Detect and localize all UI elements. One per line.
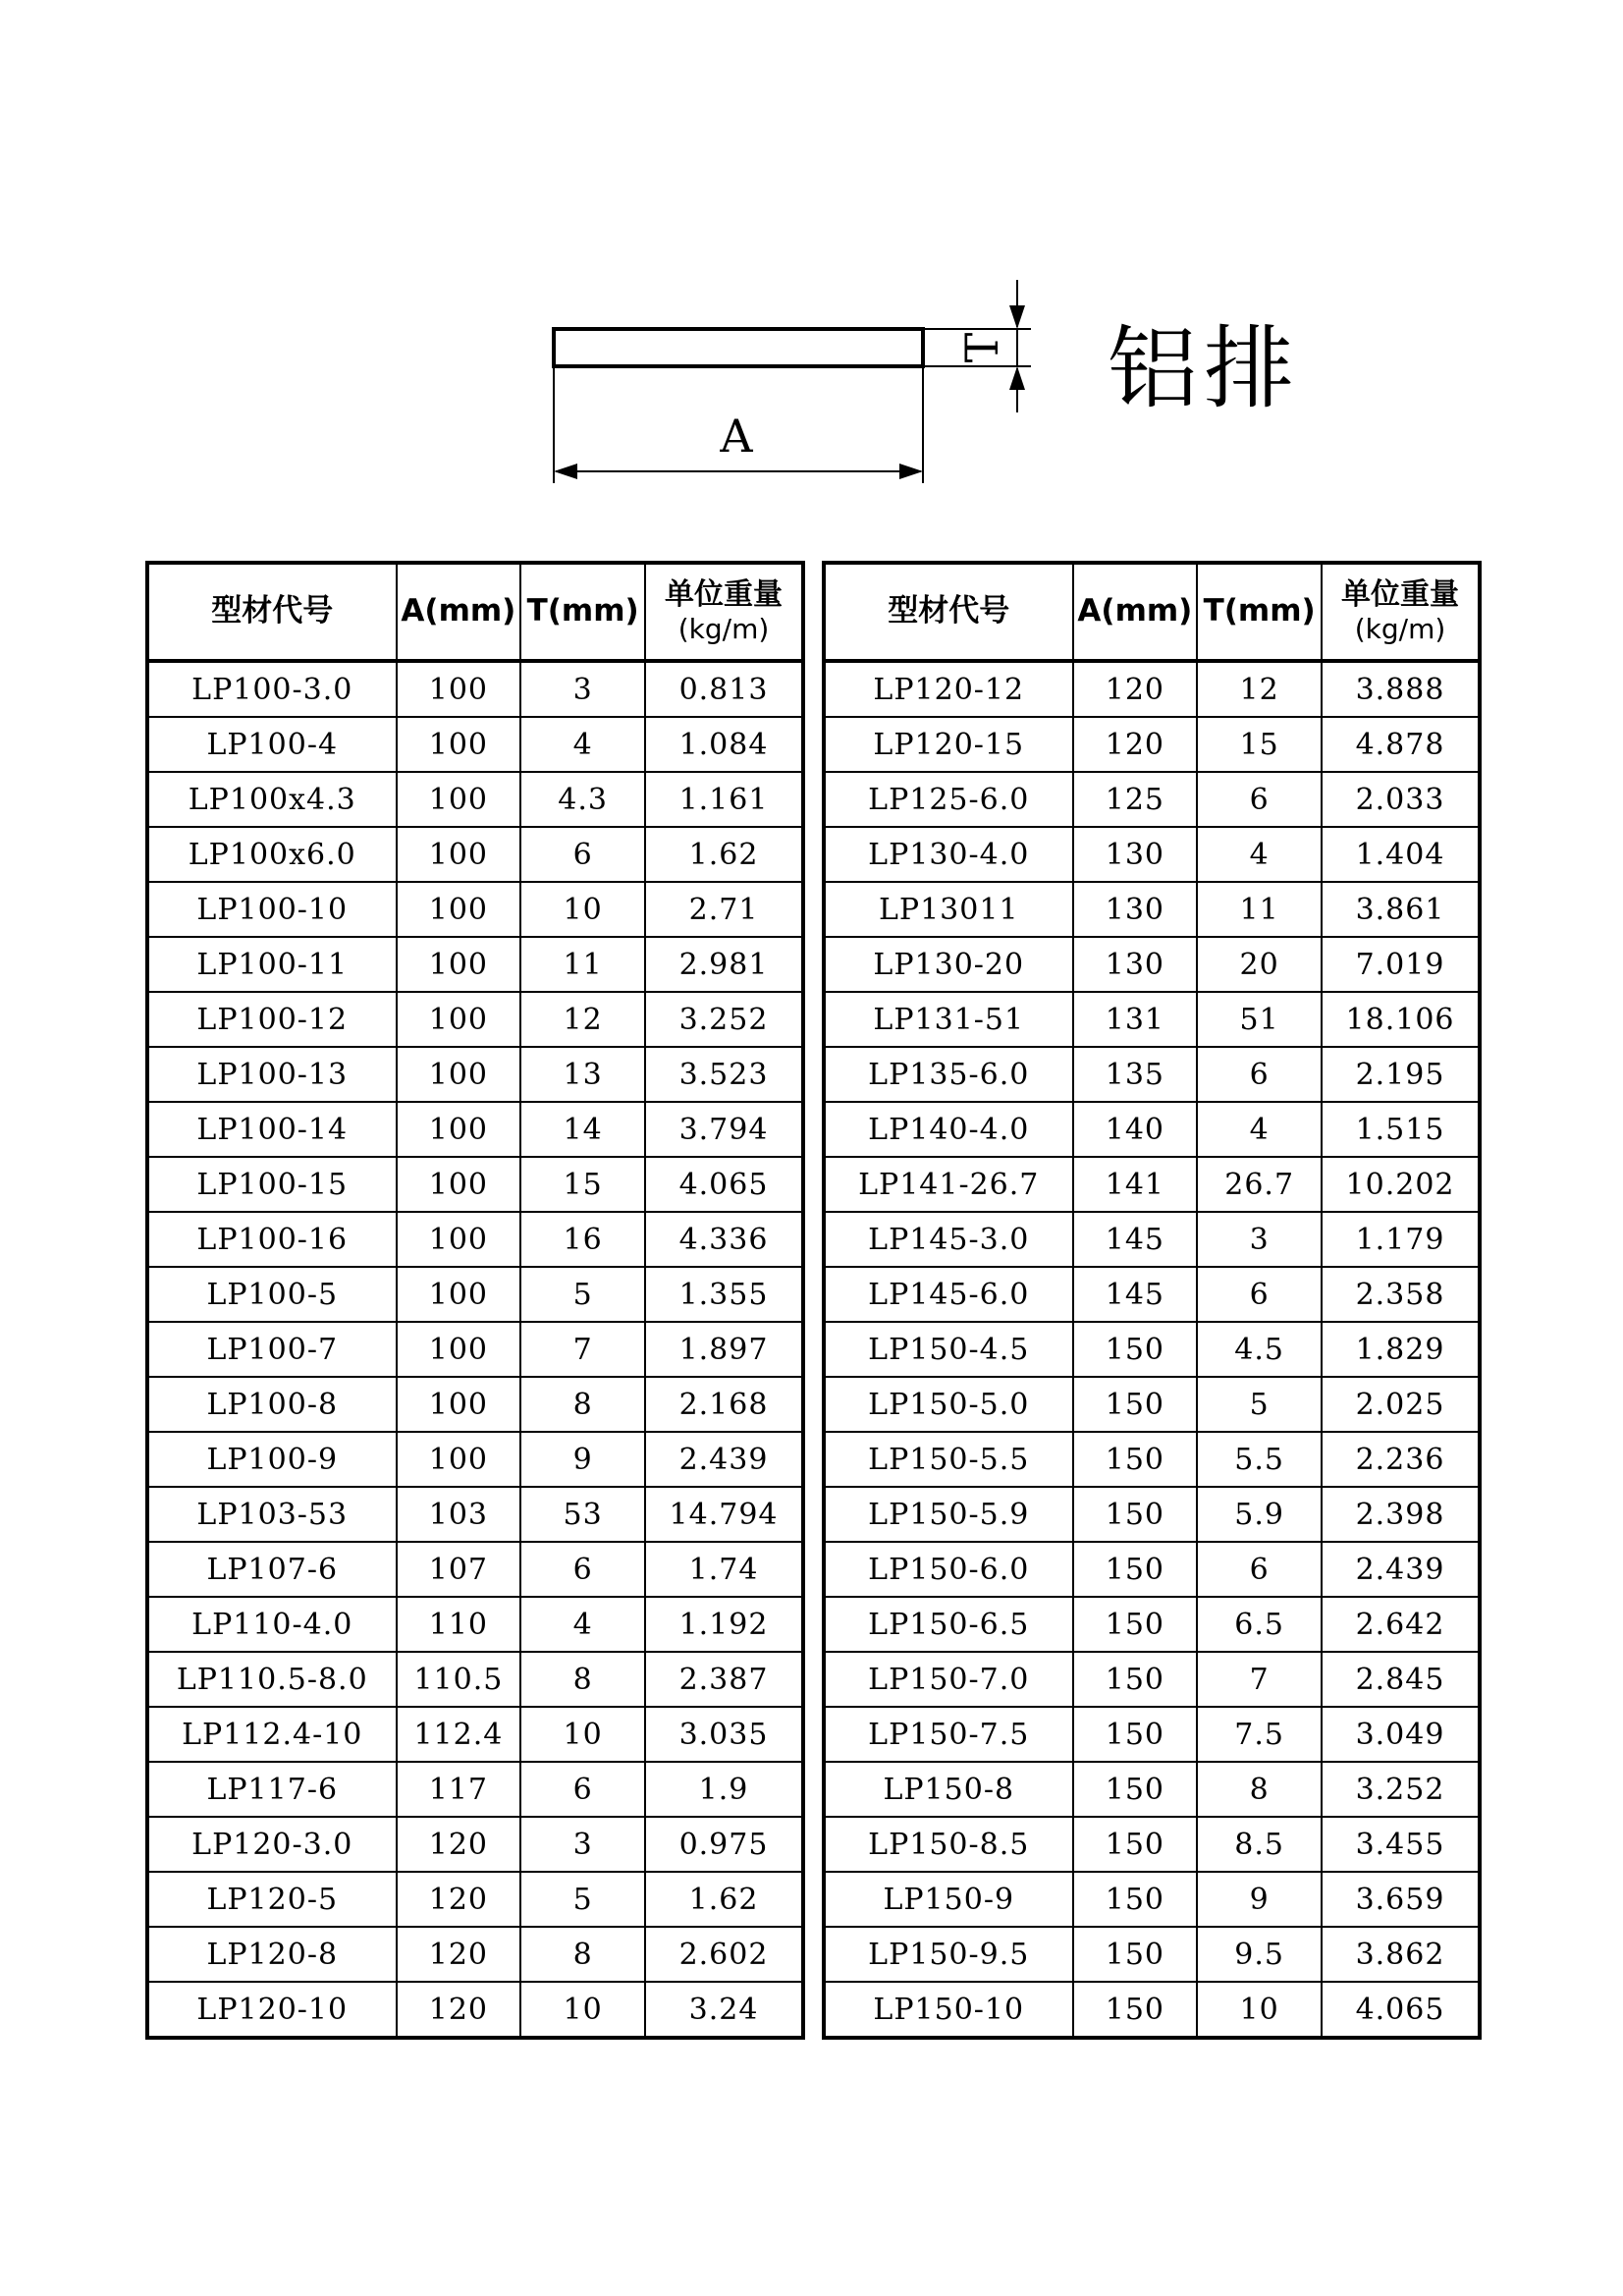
thickness-label: T bbox=[955, 332, 1008, 363]
cell-weight: 2.602 bbox=[645, 1927, 803, 1982]
table-row bbox=[147, 717, 803, 772]
cell-t: 15 bbox=[1197, 717, 1322, 772]
cell-t: 3 bbox=[1197, 1212, 1322, 1267]
cell-a: 100 bbox=[397, 992, 521, 1047]
header-a: A(mm) bbox=[397, 563, 521, 661]
cell-t: 3 bbox=[520, 661, 645, 717]
cell-a: 150 bbox=[1073, 1542, 1198, 1597]
table-row bbox=[824, 1817, 1480, 1872]
cell-t: 7 bbox=[1197, 1652, 1322, 1707]
cell-weight: 3.24 bbox=[645, 1982, 803, 2038]
cell-weight: 2.845 bbox=[1322, 1652, 1480, 1707]
cell-t: 5 bbox=[520, 1872, 645, 1927]
cell-code: LP120-15 bbox=[824, 717, 1073, 772]
cell-code: LP150-7.5 bbox=[824, 1707, 1073, 1762]
cell-t: 51 bbox=[1197, 992, 1322, 1047]
cell-a: 145 bbox=[1073, 1212, 1198, 1267]
cell-code: LP112.4-10 bbox=[147, 1707, 397, 1762]
cell-weight: 1.355 bbox=[645, 1267, 803, 1322]
cell-a: 150 bbox=[1073, 1762, 1198, 1817]
cell-t: 10 bbox=[1197, 1982, 1322, 2038]
width-label: A bbox=[720, 410, 753, 463]
cell-t: 53 bbox=[520, 1487, 645, 1542]
cell-t: 4 bbox=[1197, 1102, 1322, 1157]
cell-a: 100 bbox=[397, 1377, 521, 1432]
header-t: T(mm) bbox=[520, 563, 645, 661]
cell-a: 150 bbox=[1073, 1322, 1198, 1377]
cell-a: 120 bbox=[1073, 661, 1198, 717]
cell-weight: 3.049 bbox=[1322, 1707, 1480, 1762]
cell-a: 120 bbox=[397, 1982, 521, 2038]
cell-code: LP100-4 bbox=[147, 717, 397, 772]
cell-a: 120 bbox=[1073, 717, 1198, 772]
cell-code: LP141-26.7 bbox=[824, 1157, 1073, 1212]
table-row bbox=[147, 1102, 803, 1157]
cell-a: 135 bbox=[1073, 1047, 1198, 1102]
cell-t: 14 bbox=[520, 1102, 645, 1157]
cell-weight: 2.398 bbox=[1322, 1487, 1480, 1542]
cell-code: LP110.5-8.0 bbox=[147, 1652, 397, 1707]
cell-weight: 2.642 bbox=[1322, 1597, 1480, 1652]
cell-code: LP120-3.0 bbox=[147, 1817, 397, 1872]
cell-weight: 7.019 bbox=[1322, 937, 1480, 992]
cell-weight: 4.878 bbox=[1322, 717, 1480, 772]
cell-a: 100 bbox=[397, 1432, 521, 1487]
table-row bbox=[147, 772, 803, 827]
table-row bbox=[147, 1597, 803, 1652]
header-t: T(mm) bbox=[1197, 563, 1322, 661]
table-row bbox=[147, 1982, 803, 2038]
cell-code: LP100-3.0 bbox=[147, 661, 397, 717]
cell-a: 131 bbox=[1073, 992, 1198, 1047]
table-row bbox=[147, 1652, 803, 1707]
table-row bbox=[824, 937, 1480, 992]
cell-code: LP150-4.5 bbox=[824, 1322, 1073, 1377]
table-row bbox=[147, 1707, 803, 1762]
cell-a: 117 bbox=[397, 1762, 521, 1817]
cell-weight: 2.439 bbox=[1322, 1542, 1480, 1597]
cell-a: 107 bbox=[397, 1542, 521, 1597]
cell-t: 3 bbox=[520, 1817, 645, 1872]
table-row bbox=[147, 1487, 803, 1542]
cell-code: LP150-9.5 bbox=[824, 1927, 1073, 1982]
cell-t: 5 bbox=[1197, 1377, 1322, 1432]
table-row bbox=[147, 1157, 803, 1212]
cell-a: 100 bbox=[397, 1267, 521, 1322]
cell-a: 100 bbox=[397, 717, 521, 772]
table-row bbox=[147, 1762, 803, 1817]
cell-weight: 3.862 bbox=[1322, 1927, 1480, 1982]
cell-t: 8 bbox=[520, 1377, 645, 1432]
table-row bbox=[824, 1707, 1480, 1762]
header-weight bbox=[1322, 563, 1480, 661]
cell-weight: 3.035 bbox=[645, 1707, 803, 1762]
cell-weight: 1.179 bbox=[1322, 1212, 1480, 1267]
table-row bbox=[147, 937, 803, 992]
table-row bbox=[824, 1432, 1480, 1487]
table-row bbox=[824, 1047, 1480, 1102]
cell-a: 100 bbox=[397, 1102, 521, 1157]
cell-t: 7.5 bbox=[1197, 1707, 1322, 1762]
cell-weight: 1.404 bbox=[1322, 827, 1480, 882]
cell-code: LP120-8 bbox=[147, 1927, 397, 1982]
cell-t: 6.5 bbox=[1197, 1597, 1322, 1652]
cell-t: 5.5 bbox=[1197, 1432, 1322, 1487]
cell-t: 6 bbox=[520, 827, 645, 882]
cell-t: 6 bbox=[1197, 1542, 1322, 1597]
cell-weight: 2.236 bbox=[1322, 1432, 1480, 1487]
cell-t: 12 bbox=[1197, 661, 1322, 717]
cell-weight: 4.065 bbox=[645, 1157, 803, 1212]
table-row bbox=[824, 1927, 1480, 1982]
table-row bbox=[824, 1322, 1480, 1377]
cell-t: 9.5 bbox=[1197, 1927, 1322, 1982]
cell-weight: 1.515 bbox=[1322, 1102, 1480, 1157]
cell-a: 140 bbox=[1073, 1102, 1198, 1157]
spec-table-right bbox=[822, 561, 1482, 2040]
cell-weight: 1.897 bbox=[645, 1322, 803, 1377]
cell-weight: 3.861 bbox=[1322, 882, 1480, 937]
cell-code: LP150-8.5 bbox=[824, 1817, 1073, 1872]
cell-t: 15 bbox=[520, 1157, 645, 1212]
cell-code: LP100x4.3 bbox=[147, 772, 397, 827]
cell-a: 103 bbox=[397, 1487, 521, 1542]
cell-t: 5.9 bbox=[1197, 1487, 1322, 1542]
table-row bbox=[824, 1157, 1480, 1212]
cell-code: LP130-4.0 bbox=[824, 827, 1073, 882]
cell-a: 100 bbox=[397, 772, 521, 827]
cell-code: LP107-6 bbox=[147, 1542, 397, 1597]
spec-table-left bbox=[145, 561, 805, 2040]
table-row bbox=[824, 1872, 1480, 1927]
cell-weight: 2.981 bbox=[645, 937, 803, 992]
cell-code: LP110-4.0 bbox=[147, 1597, 397, 1652]
cell-code: LP150-5.0 bbox=[824, 1377, 1073, 1432]
cell-weight: 1.9 bbox=[645, 1762, 803, 1817]
cell-a: 112.4 bbox=[397, 1707, 521, 1762]
cell-a: 120 bbox=[397, 1872, 521, 1927]
cell-weight: 2.025 bbox=[1322, 1377, 1480, 1432]
cell-weight: 1.62 bbox=[645, 827, 803, 882]
cell-code: LP150-8 bbox=[824, 1762, 1073, 1817]
header-weight-line1: 单位重量 bbox=[1341, 577, 1459, 613]
cell-a: 150 bbox=[1073, 1487, 1198, 1542]
table-row bbox=[824, 1982, 1480, 2038]
cell-weight: 1.829 bbox=[1322, 1322, 1480, 1377]
table-row bbox=[824, 717, 1480, 772]
cell-code: LP125-6.0 bbox=[824, 772, 1073, 827]
cell-a: 100 bbox=[397, 661, 521, 717]
cell-a: 110 bbox=[397, 1597, 521, 1652]
table-row bbox=[824, 1267, 1480, 1322]
cell-weight: 0.975 bbox=[645, 1817, 803, 1872]
cell-weight: 3.659 bbox=[1322, 1872, 1480, 1927]
header-code: 型材代号 bbox=[147, 563, 397, 661]
header-code: 型材代号 bbox=[824, 563, 1073, 661]
cell-a: 150 bbox=[1073, 1652, 1198, 1707]
table-row bbox=[147, 1432, 803, 1487]
table-body bbox=[147, 661, 803, 2038]
table-row bbox=[824, 1762, 1480, 1817]
cell-weight: 2.195 bbox=[1322, 1047, 1480, 1102]
header-a: A(mm) bbox=[1073, 563, 1198, 661]
cell-code: LP150-10 bbox=[824, 1982, 1073, 2038]
cell-a: 150 bbox=[1073, 1927, 1198, 1982]
table-row bbox=[147, 992, 803, 1047]
cell-code: LP150-6.5 bbox=[824, 1597, 1073, 1652]
cell-code: LP145-6.0 bbox=[824, 1267, 1073, 1322]
cell-code: LP120-12 bbox=[824, 661, 1073, 717]
table-row bbox=[824, 1377, 1480, 1432]
cell-t: 4 bbox=[520, 1597, 645, 1652]
cell-t: 5 bbox=[520, 1267, 645, 1322]
cell-a: 100 bbox=[397, 1322, 521, 1377]
header-row bbox=[824, 563, 1480, 661]
cell-a: 100 bbox=[397, 1212, 521, 1267]
cell-t: 6 bbox=[1197, 772, 1322, 827]
cell-code: LP150-5.5 bbox=[824, 1432, 1073, 1487]
cell-weight: 2.71 bbox=[645, 882, 803, 937]
cell-t: 12 bbox=[520, 992, 645, 1047]
table-row bbox=[147, 1047, 803, 1102]
table-row bbox=[147, 1817, 803, 1872]
cell-t: 26.7 bbox=[1197, 1157, 1322, 1212]
cell-weight: 2.439 bbox=[645, 1432, 803, 1487]
table-row bbox=[824, 1102, 1480, 1157]
table-row bbox=[824, 1652, 1480, 1707]
cell-a: 120 bbox=[397, 1817, 521, 1872]
cell-weight: 2.387 bbox=[645, 1652, 803, 1707]
table-row bbox=[147, 1377, 803, 1432]
cell-code: LP140-4.0 bbox=[824, 1102, 1073, 1157]
cell-t: 8 bbox=[1197, 1762, 1322, 1817]
cell-a: 100 bbox=[397, 1047, 521, 1102]
cell-t: 10 bbox=[520, 1707, 645, 1762]
cell-code: LP100-16 bbox=[147, 1212, 397, 1267]
cell-weight: 4.065 bbox=[1322, 1982, 1480, 2038]
cell-t: 7 bbox=[520, 1322, 645, 1377]
table-row bbox=[147, 1927, 803, 1982]
cell-a: 100 bbox=[397, 827, 521, 882]
table-row bbox=[147, 1322, 803, 1377]
cell-code: LP131-51 bbox=[824, 992, 1073, 1047]
table-row bbox=[824, 1487, 1480, 1542]
cell-t: 20 bbox=[1197, 937, 1322, 992]
cell-weight: 2.358 bbox=[1322, 1267, 1480, 1322]
cell-t: 16 bbox=[520, 1212, 645, 1267]
cell-a: 150 bbox=[1073, 1982, 1198, 2038]
table-body bbox=[824, 661, 1480, 2038]
cell-weight: 3.252 bbox=[645, 992, 803, 1047]
table-row bbox=[824, 1542, 1480, 1597]
cell-a: 100 bbox=[397, 1157, 521, 1212]
cell-weight: 4.336 bbox=[645, 1212, 803, 1267]
cell-t: 4 bbox=[1197, 827, 1322, 882]
table-row bbox=[147, 661, 803, 717]
cell-t: 6 bbox=[520, 1762, 645, 1817]
header-weight-line2: (kg/m) bbox=[677, 613, 770, 646]
table-row bbox=[147, 1212, 803, 1267]
cell-weight: 1.62 bbox=[645, 1872, 803, 1927]
cell-code: LP120-10 bbox=[147, 1982, 397, 2038]
cell-weight: 2.033 bbox=[1322, 772, 1480, 827]
table-row bbox=[824, 772, 1480, 827]
cell-weight: 3.455 bbox=[1322, 1817, 1480, 1872]
cell-code: LP100-9 bbox=[147, 1432, 397, 1487]
cell-weight: 2.168 bbox=[645, 1377, 803, 1432]
cell-weight: 1.74 bbox=[645, 1542, 803, 1597]
cell-a: 150 bbox=[1073, 1707, 1198, 1762]
cell-weight: 3.523 bbox=[645, 1047, 803, 1102]
cell-a: 130 bbox=[1073, 882, 1198, 937]
cell-weight: 3.794 bbox=[645, 1102, 803, 1157]
cell-code: LP150-7.0 bbox=[824, 1652, 1073, 1707]
cell-t: 4.3 bbox=[520, 772, 645, 827]
cell-code: LP150-9 bbox=[824, 1872, 1073, 1927]
header-weight-line2: (kg/m) bbox=[1354, 613, 1446, 646]
cell-weight: 0.813 bbox=[645, 661, 803, 717]
cell-code: LP117-6 bbox=[147, 1762, 397, 1817]
cell-code: LP100x6.0 bbox=[147, 827, 397, 882]
header-weight bbox=[645, 563, 803, 661]
cell-code: LP13011 bbox=[824, 882, 1073, 937]
cell-t: 9 bbox=[1197, 1872, 1322, 1927]
cell-code: LP100-14 bbox=[147, 1102, 397, 1157]
table-row bbox=[147, 1872, 803, 1927]
cell-code: LP100-7 bbox=[147, 1322, 397, 1377]
table-row bbox=[147, 1267, 803, 1322]
cell-code: LP130-20 bbox=[824, 937, 1073, 992]
header-row bbox=[147, 563, 803, 661]
cell-a: 130 bbox=[1073, 937, 1198, 992]
table-row bbox=[824, 661, 1480, 717]
table-row bbox=[824, 827, 1480, 882]
cell-weight: 1.161 bbox=[645, 772, 803, 827]
cell-a: 130 bbox=[1073, 827, 1198, 882]
cell-weight: 10.202 bbox=[1322, 1157, 1480, 1212]
cell-weight: 3.888 bbox=[1322, 661, 1480, 717]
cell-t: 4.5 bbox=[1197, 1322, 1322, 1377]
table-row bbox=[824, 1212, 1480, 1267]
cell-code: LP100-13 bbox=[147, 1047, 397, 1102]
bar-outline bbox=[554, 329, 923, 366]
cell-t: 10 bbox=[520, 882, 645, 937]
cell-weight: 1.084 bbox=[645, 717, 803, 772]
page-title: 铝排 bbox=[1108, 316, 1301, 421]
table-row bbox=[824, 882, 1480, 937]
table-row bbox=[824, 992, 1480, 1047]
cell-a: 125 bbox=[1073, 772, 1198, 827]
cell-a: 120 bbox=[397, 1927, 521, 1982]
cell-a: 150 bbox=[1073, 1432, 1198, 1487]
cell-t: 13 bbox=[520, 1047, 645, 1102]
header-weight-line1: 单位重量 bbox=[665, 577, 783, 613]
table-row bbox=[824, 1597, 1480, 1652]
cell-a: 110.5 bbox=[397, 1652, 521, 1707]
cell-a: 145 bbox=[1073, 1267, 1198, 1322]
cell-code: LP150-6.0 bbox=[824, 1542, 1073, 1597]
cell-a: 100 bbox=[397, 882, 521, 937]
cell-t: 11 bbox=[520, 937, 645, 992]
cell-t: 6 bbox=[1197, 1047, 1322, 1102]
cell-code: LP100-15 bbox=[147, 1157, 397, 1212]
cell-code: LP100-11 bbox=[147, 937, 397, 992]
cell-weight: 14.794 bbox=[645, 1487, 803, 1542]
cell-t: 6 bbox=[520, 1542, 645, 1597]
cell-code: LP100-8 bbox=[147, 1377, 397, 1432]
cell-a: 100 bbox=[397, 937, 521, 992]
cell-code: LP120-5 bbox=[147, 1872, 397, 1927]
cell-t: 8 bbox=[520, 1652, 645, 1707]
cell-a: 141 bbox=[1073, 1157, 1198, 1212]
cell-t: 10 bbox=[520, 1982, 645, 2038]
cell-a: 150 bbox=[1073, 1377, 1198, 1432]
cell-code: LP150-5.9 bbox=[824, 1487, 1073, 1542]
cell-weight: 1.192 bbox=[645, 1597, 803, 1652]
cell-code: LP135-6.0 bbox=[824, 1047, 1073, 1102]
cell-weight: 18.106 bbox=[1322, 992, 1480, 1047]
cell-a: 150 bbox=[1073, 1597, 1198, 1652]
cell-t: 8.5 bbox=[1197, 1817, 1322, 1872]
cell-a: 150 bbox=[1073, 1817, 1198, 1872]
cell-code: LP100-12 bbox=[147, 992, 397, 1047]
cell-code: LP100-10 bbox=[147, 882, 397, 937]
cell-t: 4 bbox=[520, 717, 645, 772]
table-row bbox=[147, 882, 803, 937]
cell-code: LP145-3.0 bbox=[824, 1212, 1073, 1267]
table-row bbox=[147, 1542, 803, 1597]
cell-t: 6 bbox=[1197, 1267, 1322, 1322]
cell-a: 150 bbox=[1073, 1872, 1198, 1927]
cell-code: LP100-5 bbox=[147, 1267, 397, 1322]
cell-weight: 3.252 bbox=[1322, 1762, 1480, 1817]
cell-t: 9 bbox=[520, 1432, 645, 1487]
cell-t: 8 bbox=[520, 1927, 645, 1982]
table-row bbox=[147, 827, 803, 882]
cell-code: LP103-53 bbox=[147, 1487, 397, 1542]
cell-t: 11 bbox=[1197, 882, 1322, 937]
